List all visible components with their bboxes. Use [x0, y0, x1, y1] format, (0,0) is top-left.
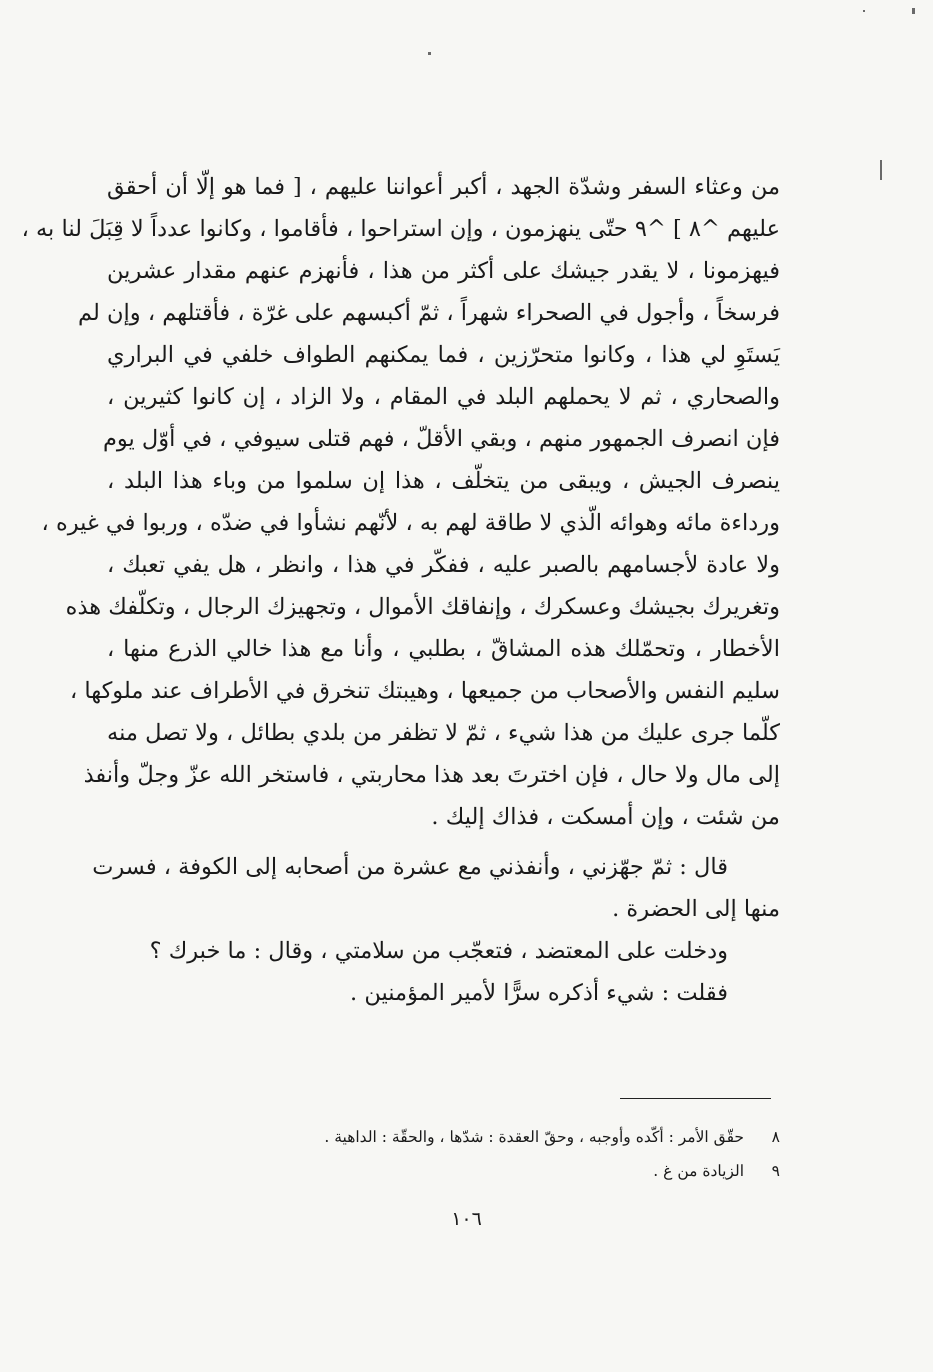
- text-line: فإن انصرف الجمهور منهم ، وبقي الأقلّ ، فهم قتلى سيوفي ، في أوّل يوم: [102, 426, 780, 452]
- scan-speck: [912, 8, 915, 14]
- text-line: ولا عادة لأجسامهم بالصبر عليه ، ففكّر في هذا ، وانظر ، هل يفي تعبك ،: [107, 552, 780, 578]
- text-line: ورداءة مائه وهوائه الّذي لا طاقة لهم به ، لأنّهم نشأوا في ضدّه ، وربوا في غيره ،: [41, 510, 780, 536]
- scan-speck: [863, 10, 865, 12]
- scan-speck: [428, 52, 431, 55]
- text-line: يَستَوِ لي هذا ، وكانوا متحرّزين ، فما يمكنهم الطواف خلفي في البراري: [107, 342, 780, 368]
- text-line: قال : ثمّ جهّزني ، وأنفذني مع عشرة من أصحابه إلى الكوفة ، فسرت: [92, 854, 728, 880]
- footnote-divider: [620, 1098, 771, 1099]
- text-line: سليم النفس والأصحاب من جميعها ، وهيبتك تنخرق في الأطراف عند ملوكها ،: [69, 678, 780, 704]
- text-line: فيهزمونا ، لا يقدر جيشك على أكثر من هذا ، فأنهزم عنهم مقدار عشرين: [107, 258, 780, 284]
- text-line: كلّما جرى عليك من هذا شيء ، ثمّ لا تظفر من بلدي بطائل ، ولا تصل منه: [107, 720, 780, 746]
- footnote-number: ٨: [771, 1128, 780, 1146]
- text-line: عليهم ^٨ ] ^٩ حتّى ينهزمون ، وإن استراحوا ، فأقاموا ، وكانوا عدداً لا قِبَلَ لنا به ،: [21, 216, 780, 242]
- footnote: [300, 1154, 780, 1188]
- page-number: ١٠٦: [451, 1208, 482, 1230]
- text-line: منها إلى الحضرة .: [612, 896, 780, 922]
- text-line: إلى مال ولا حال ، فإن اخترتَ بعد هذا محاربتي ، فاستخر الله عزّ وجلّ وأنفذ: [83, 762, 780, 788]
- scan-speck: [880, 160, 882, 180]
- text-line: من وعثاء السفر وشدّة الجهد ، أكبر أعواننا عليهم ، [ فما هو إلّا أن أحقق: [107, 174, 780, 200]
- footnote: [300, 1120, 780, 1154]
- text-line: والصحاري ، ثم لا يحملهم البلد في المقام ، ولا الزاد ، إن كانوا كثيرين ،: [107, 384, 780, 410]
- footnote-number: ٩: [771, 1162, 780, 1180]
- text-line: ودخلت على المعتضد ، فتعجّب من سلامتي ، وقال : ما خبرك ؟: [149, 938, 728, 964]
- text-line: ينصرف الجيش ، ويبقى من يتخلّف ، هذا إن سلموا من وباء هذا البلد ،: [107, 468, 780, 494]
- footnotes: [300, 1120, 780, 1188]
- text-line: فقلت : شيء أذكره سرًّا لأمير المؤمنين .: [350, 980, 728, 1006]
- text-line: فرسخاً ، وأجول في الصحراء شهراً ، ثمّ أكبسهم على غرّة ، فأقتلهم ، وإن لم: [78, 300, 780, 326]
- text-line: الأخطار ، وتحمّلك هذه المشاقّ ، بطلبي ، وأنا مع هذا خالي الذرع منها ،: [107, 636, 780, 662]
- main-text: [21, 166, 780, 1014]
- text-line: وتغريرك بجيشك وعسكرك ، وإنفاقك الأموال ، وتجهيزك الرجال ، وتكلّفك هذه: [65, 594, 780, 620]
- footnote-text: حقّق الأمر : أكّده وأوجبه ، وحقّ العقدة : شدّها ، والحقّة : الداهية .: [324, 1128, 744, 1146]
- paragraph-gap: [107, 838, 780, 846]
- text-line: من شئت ، وإن أمسكت ، فذاك إليك .: [431, 804, 780, 830]
- footnote-text: الزيادة من غ .: [653, 1162, 744, 1180]
